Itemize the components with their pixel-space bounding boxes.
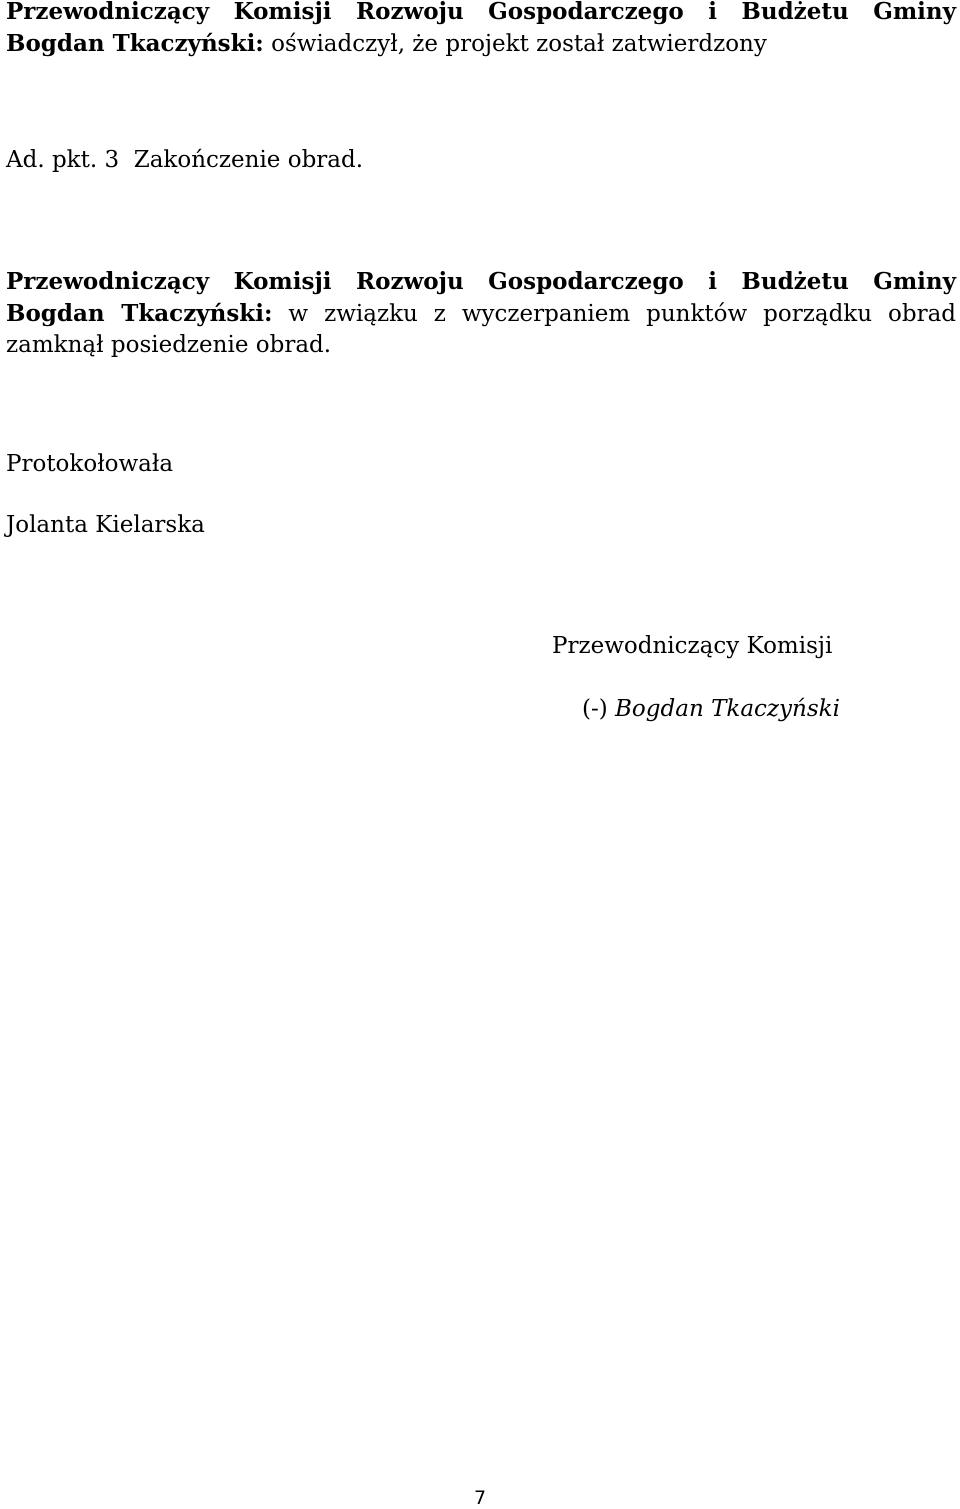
- paragraph-2-speaker: Przewodniczący Komisji Rozwoju Gospodarczego i Budżetu Gminy Bogdan Tkaczyński:: [6, 268, 956, 327]
- paragraph-1-text: oświadczył, że projekt został zatwierdzony: [271, 31, 767, 57]
- chairman-name: Bogdan Tkaczyński: [615, 696, 840, 722]
- chairman-signature: [582, 694, 840, 725]
- paragraph-1-speaker: Przewodniczący Komisji Rozwoju Gospodarczego i Budżetu Gminy Bogdan Tkaczyński:: [6, 0, 956, 57]
- chairman-title: Przewodniczący Komisji: [552, 633, 833, 659]
- page-number: 7: [474, 1487, 487, 1509]
- paragraph-2: [6, 266, 956, 361]
- paragraph-2-text: w związku z wyczerpaniem punktów porządku obrad zamknął posiedzenie obrad.: [6, 301, 957, 358]
- minutes-taker-name: Jolanta Kielarska: [6, 512, 205, 538]
- signature-prefix: (-): [582, 696, 608, 722]
- minutes-taker-label: Protokołowała: [6, 451, 174, 477]
- paragraph-1: [6, 0, 956, 60]
- section-heading: Ad. pkt. 3 Zakończenie obrad.: [6, 147, 364, 173]
